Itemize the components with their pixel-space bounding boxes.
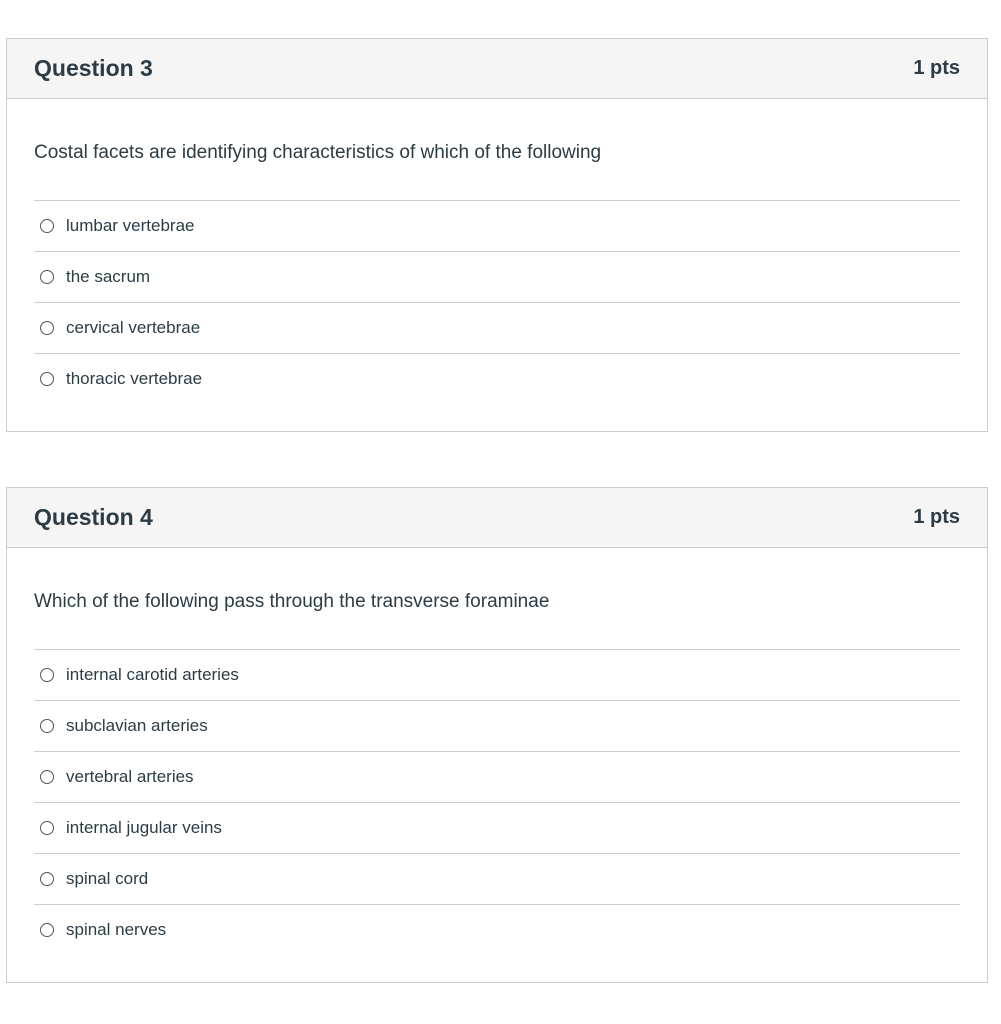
radio-button[interactable]: [40, 923, 54, 937]
radio-button[interactable]: [40, 719, 54, 733]
answer-option[interactable]: [34, 701, 960, 752]
answer-label: thoracic vertebrae: [66, 369, 203, 388]
answer-list: [34, 649, 960, 955]
question-title: Question 4: [34, 504, 153, 530]
answer-label: subclavian arteries: [66, 716, 208, 735]
answer-option[interactable]: [34, 201, 960, 252]
radio-button[interactable]: [40, 372, 54, 386]
radio-button[interactable]: [40, 270, 54, 284]
radio-button[interactable]: [40, 770, 54, 784]
answer-option[interactable]: [34, 354, 960, 404]
answer-label: spinal cord: [66, 869, 149, 888]
answer-list: [34, 200, 960, 404]
question-header: [7, 39, 987, 99]
question-body: [7, 143, 987, 404]
answer-label: the sacrum: [66, 267, 151, 286]
question-points: 1 pts: [913, 506, 960, 528]
answer-label: spinal nerves: [66, 920, 167, 939]
radio-button[interactable]: [40, 219, 54, 233]
answer-label: internal jugular veins: [66, 818, 222, 837]
answer-label: cervical vertebrae: [66, 318, 201, 337]
answer-label: vertebral arteries: [66, 767, 194, 786]
answer-option[interactable]: [34, 303, 960, 354]
radio-button[interactable]: [40, 321, 54, 335]
question-points: 1 pts: [913, 57, 960, 79]
radio-button[interactable]: [40, 668, 54, 682]
answer-option[interactable]: [34, 650, 960, 701]
question-text: Which of the following pass through the transverse foraminae: [34, 591, 550, 612]
answer-option[interactable]: [34, 752, 960, 803]
question-body: [7, 592, 987, 955]
answer-option[interactable]: [34, 803, 960, 854]
answer-option[interactable]: [34, 905, 960, 955]
radio-button[interactable]: [40, 872, 54, 886]
question-card-3: [6, 38, 988, 432]
radio-button[interactable]: [40, 821, 54, 835]
question-header: [7, 488, 987, 548]
question-card-4: [6, 487, 988, 983]
answer-label: internal carotid arteries: [66, 665, 239, 684]
answer-label: lumbar vertebrae: [66, 216, 195, 235]
question-title: Question 3: [34, 55, 153, 81]
answer-option[interactable]: [34, 252, 960, 303]
answer-option[interactable]: [34, 854, 960, 905]
question-text: Costal facets are identifying characteristics of which of the following: [34, 142, 602, 163]
